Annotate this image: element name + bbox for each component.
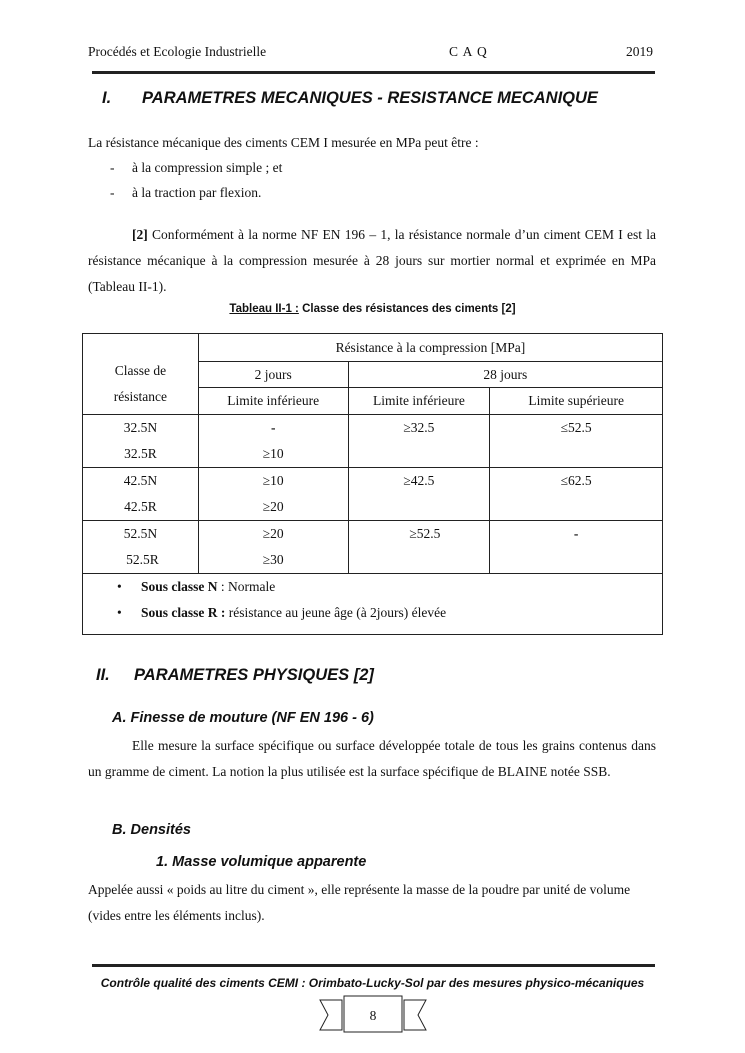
section1-title: PARAMETRES MECANIQUES - RESISTANCE MECANIQUE <box>142 89 598 107</box>
value-r: ≥20 <box>262 499 284 514</box>
header-right: 2019 <box>626 44 653 59</box>
value-r: ≥10 <box>262 446 284 461</box>
table-notes <box>83 574 663 635</box>
section1-heading <box>102 89 598 108</box>
class-cell <box>83 468 199 521</box>
header-upper-limit-28: Limite supérieure <box>490 388 663 415</box>
class-header <box>83 334 199 415</box>
class-cell <box>83 415 199 468</box>
class-n: 52.5N <box>123 526 158 541</box>
bullet-dash: - <box>110 185 115 200</box>
note-text: : Normale <box>217 579 276 594</box>
bullet-item: à la compression simple ; et <box>132 160 283 175</box>
section1-number: I. <box>102 89 112 107</box>
table-row <box>83 468 663 521</box>
value-n: - <box>270 420 276 435</box>
lower-28-cell: ≥52.5 <box>348 521 490 574</box>
upper-28-cell: ≤52.5 <box>490 415 663 468</box>
class-r: 52.5R <box>126 552 159 567</box>
lower-2-cell <box>198 468 348 521</box>
header-rule <box>92 71 655 74</box>
class-n: 32.5N <box>123 420 158 435</box>
table-row <box>83 415 663 468</box>
class-cell <box>83 521 199 574</box>
footer-rule <box>92 964 655 967</box>
paragraph-text: Conformément à la norme NF EN 196 – 1, la résistance normale d’un ciment CEM I est la résistance mécanique à la compression mesurée à 28 jours sur mortier normal et exprimée en MPa (Tableau II-1). <box>88 227 656 294</box>
bullet-icon: • <box>117 579 122 594</box>
note-item <box>83 600 662 626</box>
table-caption <box>0 303 745 315</box>
value-r: ≥30 <box>262 552 284 567</box>
header-28-days: 28 jours <box>348 362 662 388</box>
resistance-table <box>82 333 663 635</box>
section1-paragraph <box>88 222 656 300</box>
note-label: Sous classe N <box>141 579 218 594</box>
upper-28-cell: ≤62.5 <box>490 468 663 521</box>
note-item <box>83 574 662 600</box>
class-header-line2: résistance <box>113 389 168 404</box>
lower-28-cell: ≥42.5 <box>348 468 490 521</box>
value-n: ≥20 <box>262 526 284 541</box>
class-n: 42.5N <box>123 473 158 488</box>
group-header: Résistance à la compression [MPa] <box>198 334 662 362</box>
header-lower-limit-28: Limite inférieure <box>348 388 490 415</box>
footer-text: Contrôle qualité des ciments CEMI : Orimbato-Lucky-Sol par des mesures physico-mécaniques <box>100 976 645 990</box>
section1-intro: La résistance mécanique des ciments CEM I mesurée en MPa peut être : <box>88 135 479 150</box>
header-lower-limit-2: Limite inférieure <box>198 388 348 415</box>
subsection-a-paragraph: Elle mesure la surface spécifique ou surface développée totale de tous les grains contenus dans un gramme de ciment. La notion la plus utilisée est la surface spécifique de BLAINE notée SSB. <box>88 738 656 779</box>
subsection-1-paragraph: Appelée aussi « poids au litre du ciment », elle représente la masse de la poudre par unité de volume (vides entre les éléments inclus). <box>88 882 631 923</box>
lower-2-cell <box>198 521 348 574</box>
lower-28-cell: ≥32.5 <box>348 415 490 468</box>
subsection-1-heading: 1. Masse volumique apparente <box>156 854 367 870</box>
class-header-line1: Classe de <box>114 363 167 378</box>
caption-text: Classe des résistances des ciments [2] <box>298 303 516 315</box>
section2-number: II. <box>96 666 110 684</box>
class-r: 32.5R <box>124 446 157 461</box>
page-number: 8 <box>369 1008 377 1023</box>
bullet-dash: - <box>110 160 115 175</box>
reference: [2] <box>132 227 148 242</box>
note-label: Sous classe R : <box>141 605 226 620</box>
class-r: 42.5R <box>124 499 157 514</box>
section2-heading <box>96 666 374 685</box>
note-text: résistance au jeune âge (à 2jours) élevée <box>225 605 447 620</box>
caption-label: Tableau II-1 : <box>229 303 299 315</box>
subsection-b-heading: B. Densités <box>112 822 191 838</box>
upper-28-cell: - <box>490 521 663 574</box>
bullet-icon: • <box>117 605 122 620</box>
table-row <box>83 521 663 574</box>
bullet-item: à la traction par flexion. <box>132 185 262 200</box>
header-center: C A Q <box>449 44 488 59</box>
header-left: Procédés et Ecologie Industrielle <box>88 44 267 59</box>
section2-title: PARAMETRES PHYSIQUES [2] <box>134 666 374 684</box>
value-n: ≥10 <box>262 473 284 488</box>
subsection-a-heading: A. Finesse de mouture (NF EN 196 - 6) <box>112 710 374 726</box>
lower-2-cell <box>198 415 348 468</box>
header-2-days: 2 jours <box>198 362 348 388</box>
